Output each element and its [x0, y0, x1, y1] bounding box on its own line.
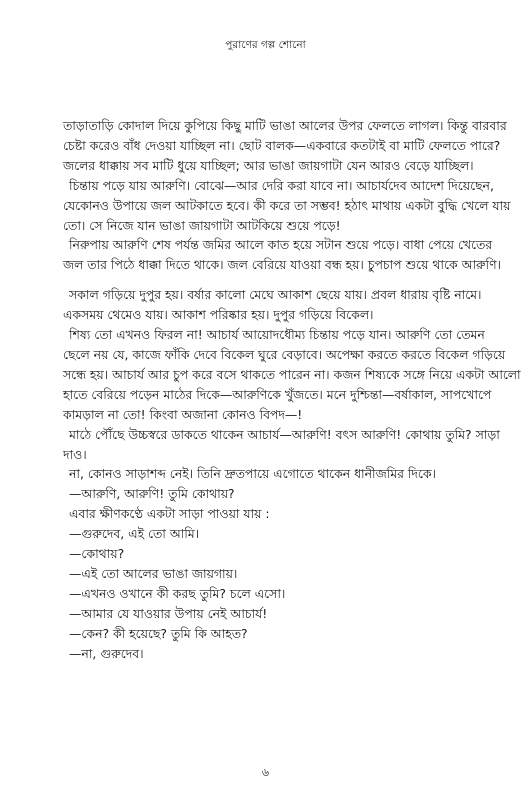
dialogue-line: —এই তো আলের ভাঙা জায়গায়।: [69, 565, 238, 581]
text-line: না, কোনও সাড়াশব্দ নেই। তিনি দ্রুতপায়ে এগোতে থাকেন ধানীজমির দিকে।: [69, 466, 436, 482]
dialogue-line: —কেন? কী হয়েছে? তুমি কি আহত?: [69, 625, 248, 641]
dialogue-line: —আমার যে যাওয়ার উপায় নেই আচার্য!: [69, 605, 268, 621]
text-line: মাঠে পৌঁছে উচ্চস্বরে ডাকতে থাকেন আচার্য—আরুণি! বৎস আরুণি! কোথায় তুমি? সাড়া: [69, 426, 500, 442]
text-line: সকাল গড়িয়ে দুপুর হয়। বর্ষার কালো মেঘে আকাশ ছেয়ে যায়। প্রবল ধারায় বৃষ্টি নামে।: [69, 287, 482, 303]
text-line: কামড়াল না তো! কিংবা অজানা কোনও বিপদ—!: [63, 406, 303, 422]
dialogue-line: —আরুণি, আরুণি! তুমি কোথায়?: [69, 486, 235, 502]
text-line: এবার ক্ষীণকণ্ঠে একটা সাড়া পাওয়া যায় :: [69, 506, 270, 522]
section-gap: [63, 275, 531, 285]
body-text: [63, 116, 531, 663]
page-number: ৬: [261, 766, 270, 779]
text-line: জল তার পিঠে ধাক্কা দিতে থাকে। জল বেরিয়ে যাওয়া বন্ধ হয়। চুপচাপ শুয়ে থাকে আরুণি।: [63, 257, 501, 273]
running-header: পুরাণের গল্প শোনো: [225, 39, 306, 51]
text-line: তাড়াতাড়ি কোদাল দিয়ে কুপিয়ে কিছু মাটি ভাঙা আলের উপর ফেলতে লাগল। কিন্তু বারবার: [63, 118, 507, 133]
dialogue-line: —গুরুদেব, এই তো আমি।: [69, 526, 200, 542]
text-line: তো। সে নিজে যান ভাঙা জায়গাটা আটকিয়ে শুয়ে পড়ে!: [63, 217, 341, 233]
text-line: চিন্তায় পড়ে যায় আরুণি। বোঝে—আর দেরি করা যাবে না। আচার্যদেব আদেশ দিয়েছেন,: [69, 177, 494, 193]
text-line: জলের ধাক্কায় সব মাটি ধুয়ে যাচ্ছিল; আর ভাঙা জায়গাটা যেন আরও বেড়ে যাচ্ছিল।: [63, 157, 474, 173]
text-line: সন্ধে হয়। আচার্য আর চুপ করে বসে থাকতে পারেন না। কজন শিষ্যকে সঙ্গে নিয়ে একটা আলো: [63, 366, 521, 382]
text-line: চেষ্টা করেও বাঁধ দেওয়া যাচ্ছিল না। ছোট বালক—একবারে কতটাই বা মাটি ফেলতে পারে?: [63, 137, 501, 153]
dialogue-line: —এখনও ওখানে কী করছ তুমি? চলে এসো।: [69, 585, 286, 601]
text-line: যেকোনও উপায়ে জল আটকাতে হবে। কী করে তা সম্ভব! হঠাৎ মাথায় একটা বুদ্ধি খেলে যায়: [63, 197, 511, 213]
dialogue-line: —কোথায়?: [69, 546, 125, 562]
text-line: নিরুপায় আরুণি শেষ পর্যন্ত জমির আলে কাত হয়ে সটান শুয়ে পড়ে। বাধা পেয়ে খেতের: [69, 237, 493, 253]
text-line: একসময় থেমেও যায়। আকাশ পরিষ্কার হয়। দুপুর গড়িয়ে বিকেল।: [63, 307, 374, 323]
text-line: দাও।: [63, 446, 87, 462]
dialogue-line: —না, গুরুদেব।: [69, 645, 144, 661]
text-line: শিষ্য তো এখনও ফিরল না! আচার্য আয়োদধৌম্য চিন্তায় পড়ে যান। আরুণি তো তেমন: [69, 327, 485, 343]
text-line: হাতে বেরিয়ে পড়েন মাঠের দিকে—আরুণিকে খুঁজতে। মনে দুশ্চিন্তা—বর্ষাকাল, সাপখোপে: [63, 386, 492, 402]
text-line: ছেলে নয় যে, কাজে ফাঁকি দেবে বিকেল ঘুরে বেড়াবে। অপেক্ষা করতে করতে বিকেল গড়িয়ে: [63, 346, 506, 362]
